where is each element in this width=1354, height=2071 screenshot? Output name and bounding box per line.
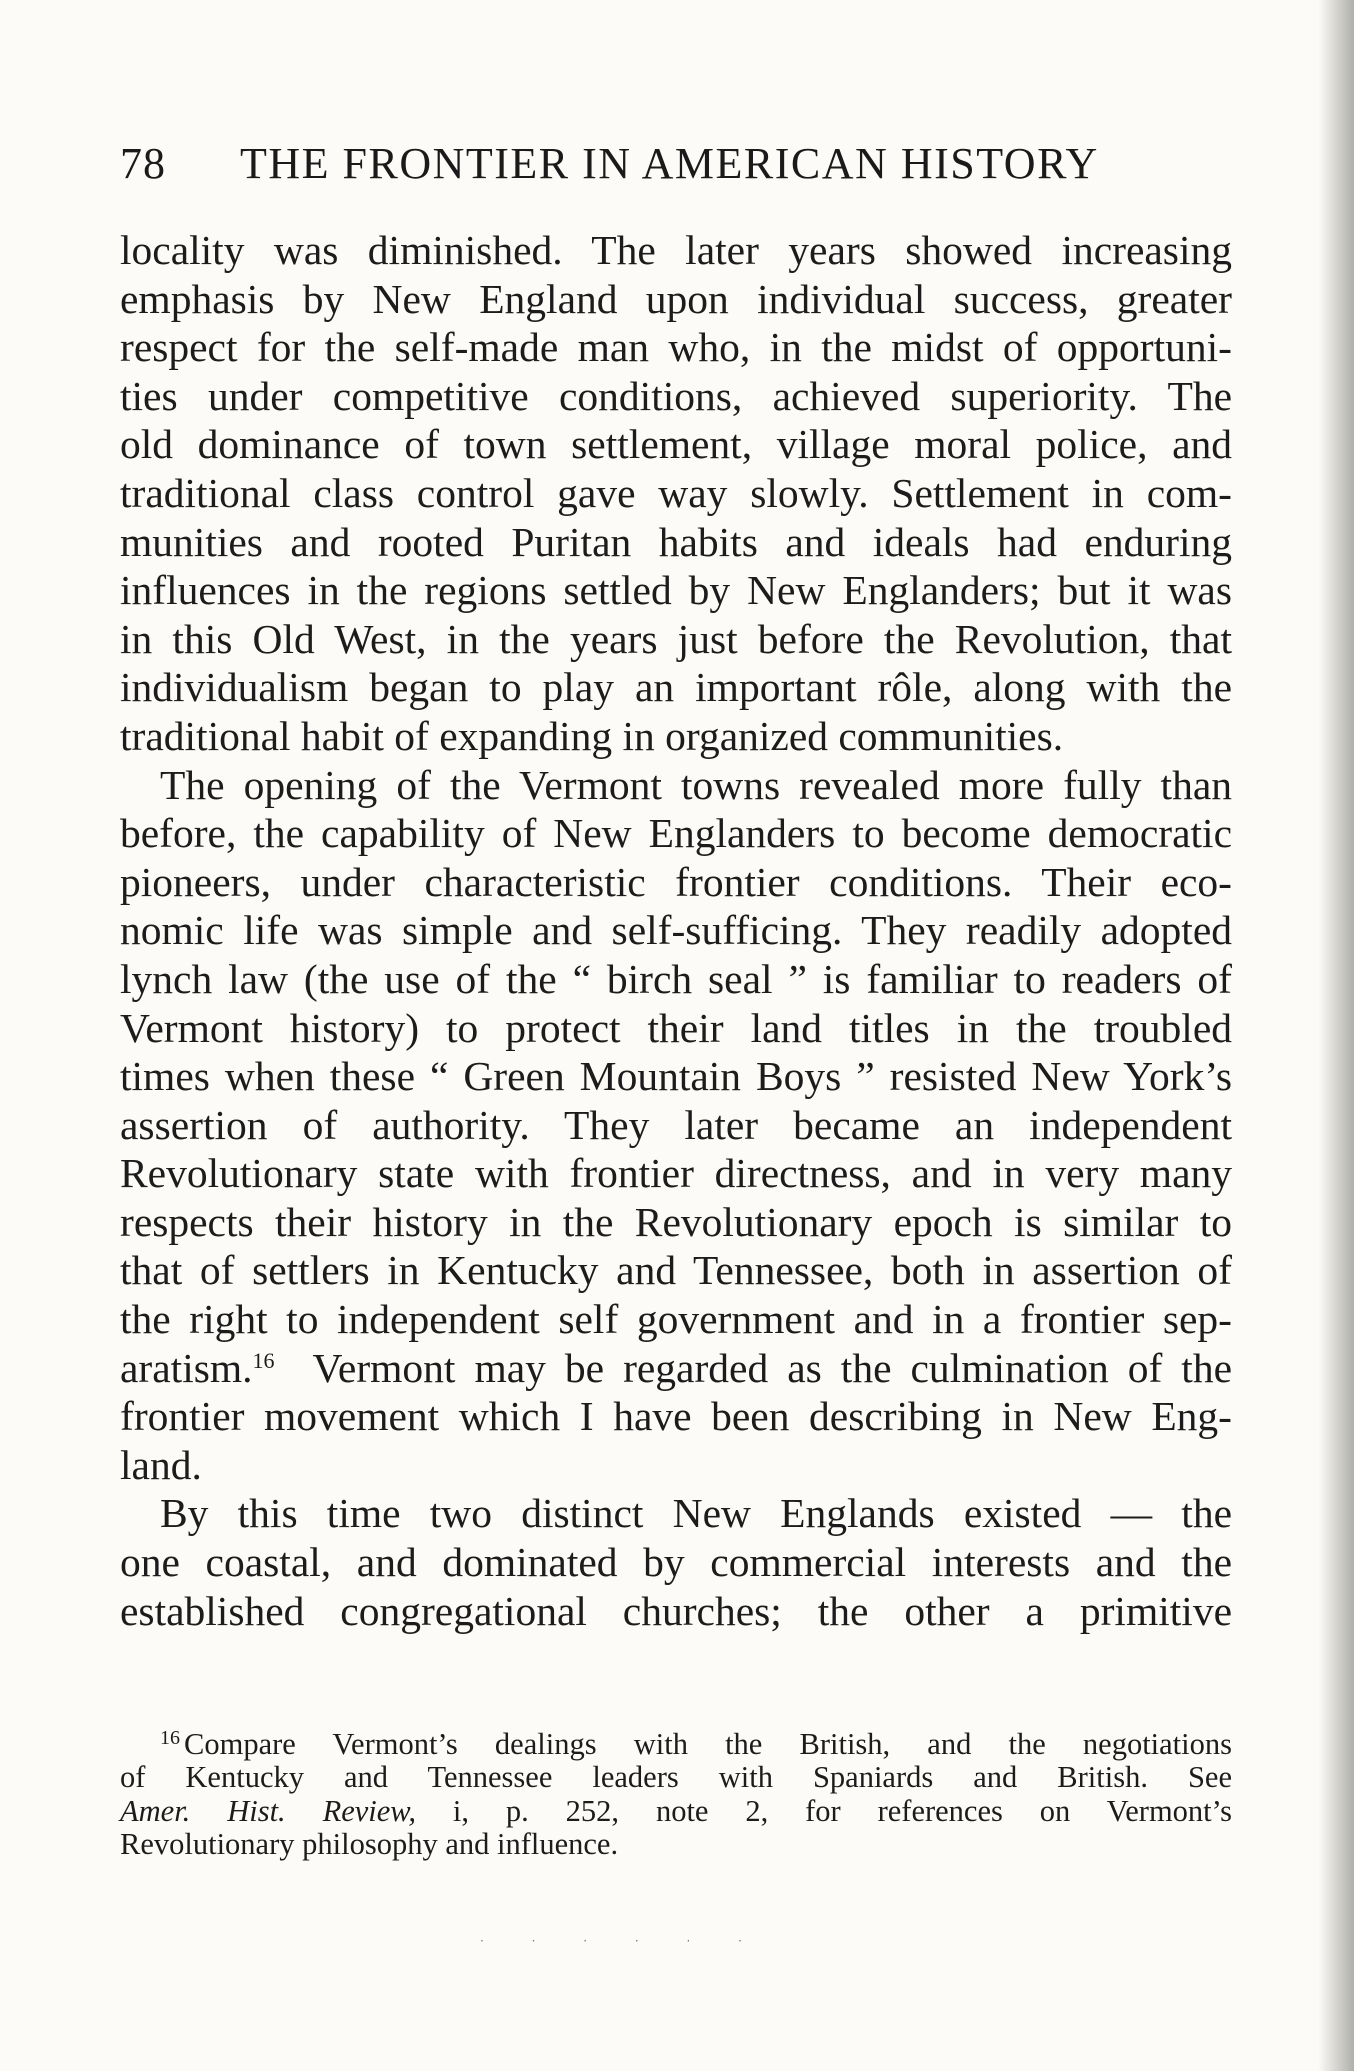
running-title: THE FRONTIER IN AMERICAN HISTORY [240, 139, 1099, 188]
text-line: nomic life was simple and self-sufficing. They readily adopted [120, 907, 1232, 954]
footnote-line: of Kentucky and Tennessee leaders with Spaniards and British. See [120, 1760, 1232, 1795]
footnote-block [120, 1728, 1232, 1862]
text-line: locality was diminished. The later years showed increasing [120, 227, 1232, 273]
text-line: frontier movement which I have been describing in New Eng- [120, 1393, 1232, 1440]
text-line: ties under competitive conditions, achieved superiority. The [120, 372, 1232, 419]
page-edge-shadow [1318, 0, 1354, 2071]
text-line: in this Old West, in the years just before the Revolution, that [120, 615, 1232, 662]
text-line: Vermont history) to protect their land titles in the troubled [120, 1004, 1232, 1051]
body-text [120, 226, 1232, 1635]
text-line: traditional class control gave way slowly. Settlement in com- [120, 469, 1232, 516]
text-line: times when these “ Green Mountain Boys ” resisted New York’s [120, 1053, 1232, 1100]
footnote-line: Revolutionary philosophy and influence. [120, 1827, 619, 1862]
page-number: 78 [120, 139, 166, 188]
text-line: one coastal, and dominated by commercial interests and the [120, 1539, 1232, 1586]
text-line: land. [120, 1441, 202, 1488]
text-line: individualism began to play an important rôle, along with the [120, 664, 1232, 711]
text-line: influences in the regions settled by New Englanders; but it was [120, 567, 1232, 614]
text-line: traditional habit of expanding in organized communities. [120, 712, 1064, 759]
footnote-text: i, p. 252, note 2, for references on Vermont’s [452, 1793, 1233, 1828]
scan-specks: · · · · · · [480, 1934, 764, 1948]
footnote-marker: 16 [160, 1727, 180, 1749]
text-line: established congregational churches; the other a primitive [120, 1587, 1232, 1634]
text-line: that of settlers in Kentucky and Tennessee, both in assertion of [120, 1247, 1232, 1294]
text-line: Revolutionary state with frontier directness, and in very many [120, 1150, 1232, 1197]
text-line: assertion of authority. They later became an independent [120, 1101, 1232, 1148]
text-segment: Vermont may be regarded as the culmination of the [312, 1344, 1232, 1391]
journal-title: Amer. Hist. Review, [120, 1793, 416, 1828]
text-line: old dominance of town settlement, village moral police, and [120, 421, 1232, 468]
text-line: respects their history in the Revolutionary epoch is similar to [120, 1198, 1232, 1245]
footnote-reference[interactable]: 16 [252, 1347, 275, 1373]
footnote-line [120, 1795, 1232, 1828]
text-line: lynch law (the use of the “ birch seal ” is familiar to readers of [120, 955, 1232, 1002]
text-line: respect for the self-made man who, in the midst of opportuni- [120, 324, 1232, 371]
paragraph-start-line: By this time two distinct New Englands existed — the [160, 1490, 1232, 1537]
footnote-text: Compare Vermont’s dealings with the British, and the negotiations [184, 1727, 1232, 1761]
text-line: the right to independent self government and in a frontier sep- [120, 1296, 1232, 1343]
text-segment: aratism. [120, 1344, 253, 1391]
text-line: emphasis by New England upon individual success, greater [120, 275, 1232, 322]
footnote-line [120, 1728, 1232, 1761]
page-header [120, 138, 1240, 198]
text-line: pioneers, under characteristic frontier conditions. Their eco- [120, 858, 1232, 905]
paragraph-start-line: The opening of the Vermont towns revealed more fully than [160, 761, 1232, 808]
text-line: munities and rooted Puritan habits and ideals had enduring [120, 518, 1232, 565]
text-line-with-note [120, 1344, 1232, 1393]
text-line: before, the capability of New Englanders to become democratic [120, 810, 1232, 857]
